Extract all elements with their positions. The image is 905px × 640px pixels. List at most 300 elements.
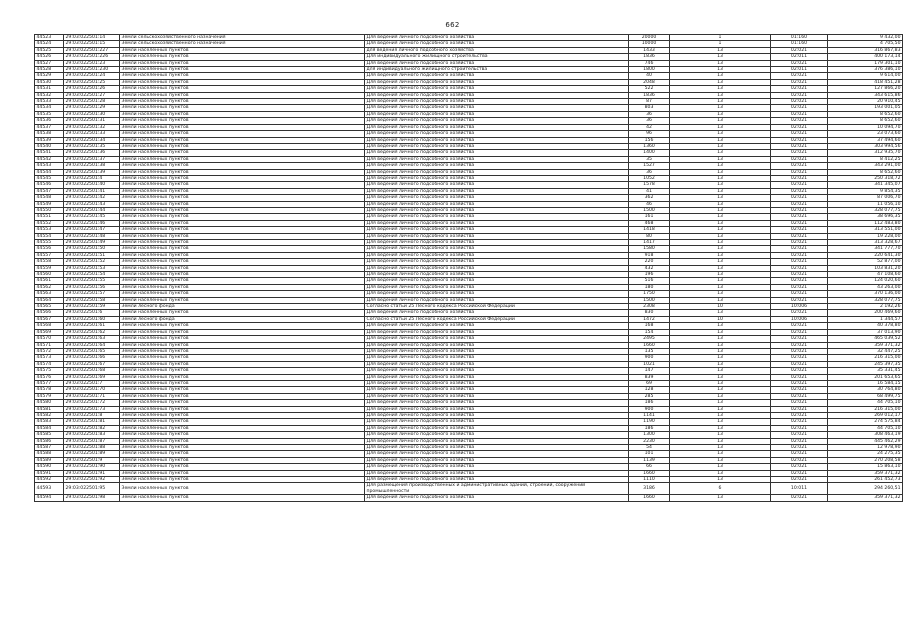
cadastral-number-cell: 29:03:022501:36 [64, 150, 120, 156]
permitted-use-cell: Для ведения личного подсобного хозяйства [365, 374, 629, 380]
area-cell: 1660 [629, 342, 670, 348]
row-number-cell: 44542 [35, 156, 64, 162]
permitted-use-cell: Для ведения личного подсобного хозяйства [365, 291, 629, 297]
row-number-cell: 44533 [35, 99, 64, 105]
cadastral-value-cell: 343 291,00 [828, 163, 903, 169]
cadastral-number-cell: 29:03:022501:25 [64, 79, 120, 85]
use-code-cell: 02:021 [771, 105, 828, 111]
group-number-cell: 13 [670, 336, 771, 342]
row-number-cell: 44541 [35, 150, 64, 156]
row-number-cell: 44560 [35, 272, 64, 278]
use-code-cell: 02:021 [771, 111, 828, 117]
cadastral-value-cell: 370 136,00 [828, 291, 903, 297]
group-number-cell: 13 [670, 272, 771, 278]
group-number-cell: 13 [670, 278, 771, 284]
cadastral-number-cell: 29:03:022501:68 [64, 368, 120, 374]
cadastral-value-cell: 274 575,84 [828, 419, 903, 425]
land-category-cell: Земли населенных пунктов [120, 329, 365, 335]
land-category-cell: Земли лесного фонда [120, 304, 365, 310]
land-category-cell: Земли населенных пунктов [120, 118, 365, 124]
row-number-cell: 44570 [35, 336, 64, 342]
cadastral-number-cell: 29:03:022501:91 [64, 470, 120, 476]
cadastral-value-cell: 312 935,70 [828, 150, 903, 156]
cadastral-value-cell: 9 614,00 [828, 73, 903, 79]
area-cell: 36 [629, 111, 670, 117]
row-number-cell: 44579 [35, 393, 64, 399]
row-number-cell: 44528 [35, 67, 64, 73]
cadastral-number-cell: 29:03:022501:29 [64, 105, 120, 111]
cadastral-value-cell: 445 462,29 [828, 438, 903, 444]
cadastral-value-cell: 8 652,60 [828, 169, 903, 175]
group-number-cell: 13 [670, 310, 771, 316]
use-code-cell: 01:160 [771, 35, 828, 41]
use-code-cell: 02:021 [771, 368, 828, 374]
cadastral-value-cell: 30 764,80 [828, 387, 903, 393]
row-number-cell: 44567 [35, 316, 64, 322]
group-number-cell: 13 [670, 240, 771, 246]
land-category-cell: Земли населенных пунктов [120, 348, 365, 354]
use-code-cell: 02:021 [771, 60, 828, 66]
land-category-cell: Земли населенных пунктов [120, 412, 365, 418]
group-number-cell: 13 [670, 175, 771, 181]
use-code-cell: 02:021 [771, 329, 828, 335]
land-category-cell: Земли населенных пунктов [120, 188, 365, 194]
use-code-cell: 02:021 [771, 86, 828, 92]
cadastral-value-cell: 2 192,26 [828, 304, 903, 310]
group-number-cell: 13 [670, 425, 771, 431]
land-category-cell: Земли населенных пунктов [120, 54, 365, 60]
cadastral-number-cell: 29:03:022501:26 [64, 86, 120, 92]
use-code-cell: 10:006 [771, 316, 828, 322]
group-number-cell: 13 [670, 464, 771, 470]
permitted-use-cell: Согласно статьи 25 Лесного кодекса Российской Федерации [365, 304, 629, 310]
permitted-use-cell: Для ведения личного подсобного хозяйства [365, 470, 629, 476]
area-cell: 54 [629, 445, 670, 451]
area-cell: 168 [629, 323, 670, 329]
land-category-cell: Земли населенных пунктов [120, 374, 365, 380]
cadastral-number-cell: 29:03:022501:59 [64, 304, 120, 310]
use-code-cell: 02:021 [771, 432, 828, 438]
land-category-cell: Земли населенных пунктов [120, 252, 365, 258]
permitted-use-cell: Для ведения личного подсобного хозяйства [365, 169, 629, 175]
use-code-cell: 02:021 [771, 457, 828, 463]
land-category-cell: Земли лесного фонда [120, 316, 365, 322]
use-code-cell: 02:021 [771, 143, 828, 149]
cadastral-number-cell: 29:03:022501:31 [64, 118, 120, 124]
cadastral-value-cell: 15 863,10 [828, 464, 903, 470]
permitted-use-cell: Для ведения личного подсобного хозяйства [365, 105, 629, 111]
permitted-use-cell: Для ведения личного подсобного хозяйства [365, 99, 629, 105]
area-cell: 35 [629, 156, 670, 162]
cadastral-value-cell: 313 551,00 [828, 227, 903, 233]
area-cell: 1110 [629, 477, 670, 483]
cadastral-number-cell: 29:03:022501:227 [64, 47, 120, 53]
cadastral-number-cell: 29:03:022501:65 [64, 348, 120, 354]
cadastral-value-cell: 10 094,70 [828, 124, 903, 130]
group-number-cell: 13 [670, 79, 771, 85]
group-number-cell: 13 [670, 348, 771, 354]
cadastral-number-cell: 29:03:022501:82 [64, 425, 120, 431]
cadastral-number-cell: 29:03:022501:23 [64, 60, 120, 66]
group-number-cell: 13 [670, 393, 771, 399]
group-number-cell: 13 [670, 54, 771, 60]
group-number-cell: 10 [670, 304, 771, 310]
land-category-cell: Земли населенных пунктов [120, 207, 365, 213]
area-cell: 20000 [629, 35, 670, 41]
cadastral-number-cell: 29:03:022501:4 [64, 175, 120, 181]
cadastral-value-cell: 341 345,07 [828, 182, 903, 188]
area-cell: 432 [629, 265, 670, 271]
land-category-cell: Земли населенных пунктов [120, 163, 365, 169]
permitted-use-cell: Для ведения личного подсобного хозяйства [365, 60, 629, 66]
cadastral-number-cell: 29:03:022501:51 [64, 252, 120, 258]
area-cell: 830 [629, 310, 670, 316]
area-cell: 135 [629, 348, 670, 354]
row-number-cell: 44591 [35, 470, 64, 476]
permitted-use-cell: Для ведения личного подсобного хозяйства [365, 310, 629, 316]
cadastral-number-cell: 29:03:022501:55 [64, 278, 120, 284]
area-cell: 69 [629, 380, 670, 386]
use-code-cell: 02:021 [771, 406, 828, 412]
row-number-cell: 44544 [35, 169, 64, 175]
land-register-table [34, 34, 903, 502]
area-cell: 516 [629, 278, 670, 284]
cadastral-number-cell: 29:03:022501:6 [64, 310, 120, 316]
cadastral-value-cell: 308 463,19 [828, 432, 903, 438]
land-category-cell: Земли населенных пунктов [120, 156, 365, 162]
land-category-cell: Земли населенных пунктов [120, 495, 365, 501]
row-number-cell: 44549 [35, 201, 64, 207]
cadastral-value-cell: 200 469,60 [828, 310, 903, 316]
cadastral-value-cell: 250 318,72 [828, 175, 903, 181]
land-category-cell: Земли населенных пунктов [120, 111, 365, 117]
group-number-cell: 13 [670, 143, 771, 149]
row-number-cell: 44577 [35, 380, 64, 386]
land-category-cell: Земли населенных пунктов [120, 124, 365, 130]
permitted-use-cell: Для ведения личного подсобного хозяйства [365, 227, 629, 233]
cadastral-value-cell: 35 331,45 [828, 368, 903, 374]
land-category-cell: Земли населенных пунктов [120, 99, 365, 105]
row-number-cell: 44534 [35, 105, 64, 111]
area-cell: 803 [629, 105, 670, 111]
use-code-cell: 02:021 [771, 124, 828, 130]
area-cell: 154 [629, 329, 670, 335]
land-category-cell: Земли населенных пунктов [120, 272, 365, 278]
cadastral-number-cell: 29:03:022501:27 [64, 92, 120, 98]
land-category-cell: Земли населенных пунктов [120, 220, 365, 226]
land-category-cell: Земли населенных пунктов [120, 143, 365, 149]
row-number-cell: 44572 [35, 348, 64, 354]
permitted-use-cell: Для ведения личного подсобного хозяйства [365, 150, 629, 156]
cadastral-number-cell: 29:03:022501:42 [64, 195, 120, 201]
area-cell: 1836 [629, 92, 670, 98]
group-number-cell: 13 [670, 67, 771, 73]
cadastral-value-cell: 359 371,32 [828, 470, 903, 476]
cadastral-number-cell: 29:03:022501:33 [64, 131, 120, 137]
use-code-cell: 02:021 [771, 355, 828, 361]
land-category-cell: Земли населенных пунктов [120, 483, 365, 495]
use-code-cell: 02:011 [771, 67, 828, 73]
permitted-use-cell: Для ведения личного подсобного хозяйства [365, 323, 629, 329]
permitted-use-cell: Для ведения личного подсобного хозяйства [365, 35, 629, 41]
area-cell: 186 [629, 400, 670, 406]
use-code-cell: 02:021 [771, 47, 828, 53]
cadastral-value-cell: 376 386,10 [828, 67, 903, 73]
permitted-use-cell: Для ведения личного подсобного хозяйства [365, 432, 629, 438]
cadastral-value-cell: 465 039,52 [828, 336, 903, 342]
cadastral-number-cell: 29:03:022501:62 [64, 329, 120, 335]
permitted-use-cell: Для ведения личного подсобного хозяйства [365, 175, 629, 181]
land-category-cell: Земли населенных пунктов [120, 477, 365, 483]
row-number-cell: 44530 [35, 79, 64, 85]
cadastral-value-cell: 52 877,00 [828, 259, 903, 265]
permitted-use-cell: Для ведения личного подсобного хозяйства [365, 419, 629, 425]
land-category-cell: Земли сельскохозяйственного назначения [120, 35, 365, 41]
group-number-cell: 13 [670, 259, 771, 265]
use-code-cell: 02:021 [771, 336, 828, 342]
use-code-cell: 02:021 [771, 182, 828, 188]
area-cell: 1139 [629, 457, 670, 463]
use-code-cell: 02:021 [771, 278, 828, 284]
permitted-use-cell: Для ведения личного подсобного хозяйства [365, 252, 629, 258]
cadastral-number-cell: 29:03:022501:30 [64, 111, 120, 117]
group-number-cell: 13 [670, 92, 771, 98]
row-number-cell: 44568 [35, 323, 64, 329]
land-category-cell: Земли населенных пунктов [120, 169, 365, 175]
cadastral-value-cell: 316 867,83 [828, 47, 903, 53]
cadastral-number-cell: 29:03:022501:43 [64, 201, 120, 207]
cadastral-value-cell: 12 978,90 [828, 445, 903, 451]
cadastral-value-cell: 11 056,10 [828, 201, 903, 207]
cadastral-value-cell: 8 652,60 [828, 118, 903, 124]
cadastral-value-cell: 9 432,00 [828, 35, 903, 41]
permitted-use-cell: Для ведения личного подсобного хозяйства [365, 86, 629, 92]
cadastral-value-cell: 201 653,65 [828, 374, 903, 380]
cadastral-number-cell: 29:03:022501:88 [64, 445, 120, 451]
row-number-cell: 44571 [35, 342, 64, 348]
land-category-cell: Земли населенных пунктов [120, 73, 365, 79]
row-number-cell: 44562 [35, 284, 64, 290]
permitted-use-cell: Для ведения личного подсобного хозяйства [365, 92, 629, 98]
cadastral-number-cell: 29:03:022501:226 [64, 54, 120, 60]
cadastral-value-cell: 112 483,80 [828, 220, 903, 226]
group-number-cell: 10 [670, 316, 771, 322]
row-number-cell: 44586 [35, 438, 64, 444]
permitted-use-cell: Согласно статьи 25 Лесного кодекса Российской Федерации [365, 316, 629, 322]
area-cell: 1360 [629, 143, 670, 149]
cadastral-value-cell: 261 452,73 [828, 477, 903, 483]
use-code-cell: 02:021 [771, 393, 828, 399]
use-code-cell: 02:021 [771, 79, 828, 85]
cadastral-number-cell: 29:03:022501:61 [64, 323, 120, 329]
use-code-cell: 02:021 [771, 220, 828, 226]
cadastral-number-cell: 29:03:022501:9 [64, 457, 120, 463]
area-cell: 1190 [629, 419, 670, 425]
row-number-cell: 44593 [35, 483, 64, 495]
group-number-cell: 13 [670, 105, 771, 111]
land-category-cell: Земли населенных пунктов [120, 336, 365, 342]
use-code-cell: 02:011 [771, 54, 828, 60]
area-cell: 746 [629, 60, 670, 66]
group-number-cell: 13 [670, 86, 771, 92]
group-number-cell: 13 [670, 380, 771, 386]
area-cell: 900 [629, 406, 670, 412]
group-number-cell: 13 [670, 400, 771, 406]
area-cell: 87 [629, 99, 670, 105]
area-cell: 1300 [629, 432, 670, 438]
permitted-use-cell: Для ведения личного подсобного хозяйства [365, 118, 629, 124]
land-category-cell: Земли сельскохозяйственного назначения [120, 41, 365, 47]
use-code-cell: 02:021 [771, 188, 828, 194]
row-number-cell: 44535 [35, 111, 64, 117]
area-cell: 1836 [629, 54, 670, 60]
permitted-use-cell: Для ведения личного подсобного хозяйства [365, 233, 629, 239]
area-cell: 161 [629, 214, 670, 220]
land-category-cell: Земли населенных пунктов [120, 227, 365, 233]
cadastral-number-cell: 29:03:022501:71 [64, 393, 120, 399]
permitted-use-cell: Для ведения личного подсобного хозяйства [365, 278, 629, 284]
cadastral-number-cell: 29:03:022501:58 [64, 297, 120, 303]
cadastral-number-cell: 29:03:022501:28 [64, 99, 120, 105]
cadastral-number-cell: 29:03:022501:95 [64, 483, 120, 495]
use-code-cell: 02:021 [771, 374, 828, 380]
permitted-use-cell: Для ведения личного подсобного хозяйства [365, 41, 629, 47]
use-code-cell: 02:021 [771, 387, 828, 393]
row-number-cell: 44553 [35, 227, 64, 233]
permitted-use-cell: Для ведения личного подсобного хозяйства [365, 143, 629, 149]
land-category-cell: Земли населенных пунктов [120, 284, 365, 290]
group-number-cell: 13 [670, 291, 771, 297]
cadastral-number-cell: 29:03:022501:57 [64, 291, 120, 297]
permitted-use-cell: Для ведения личного подсобного хозяйства [365, 451, 629, 457]
row-number-cell: 44536 [35, 118, 64, 124]
use-code-cell: 02:021 [771, 195, 828, 201]
use-code-cell: 02:021 [771, 240, 828, 246]
row-number-cell: 44594 [35, 495, 64, 501]
area-cell: 918 [629, 252, 670, 258]
permitted-use-cell: для ведения личного подсобного хозяйства [365, 47, 629, 53]
area-cell: 1417 [629, 240, 670, 246]
permitted-use-cell: Для ведения личного подсобного хозяйства [365, 259, 629, 265]
use-code-cell: 02:021 [771, 201, 828, 207]
row-number-cell: 44584 [35, 425, 64, 431]
cadastral-number-cell: 29:03:022501:81 [64, 419, 120, 425]
land-category-cell: Земли населенных пунктов [120, 323, 365, 329]
land-category-cell: Земли населенных пунктов [120, 278, 365, 284]
cadastral-value-cell: 8 412,25 [828, 156, 903, 162]
row-number-cell: 44548 [35, 195, 64, 201]
permitted-use-cell: Для ведения личного подсобного хозяйства [365, 348, 629, 354]
use-code-cell: 02:021 [771, 419, 828, 425]
row-number-cell: 44566 [35, 310, 64, 316]
permitted-use-cell: Для ведения личного подсобного хозяйства [365, 400, 629, 406]
area-cell: 1052 [629, 175, 670, 181]
use-code-cell: 02:021 [771, 227, 828, 233]
area-cell: 1750 [629, 291, 670, 297]
area-cell: 468 [629, 220, 670, 226]
cadastral-number-cell: 29:03:022501:83 [64, 432, 120, 438]
land-category-cell: Земли населенных пунктов [120, 425, 365, 431]
permitted-use-cell: Для ведения личного подсобного хозяйства [365, 412, 629, 418]
land-category-cell: Земли населенных пунктов [120, 451, 365, 457]
use-code-cell: 02:021 [771, 137, 828, 143]
group-number-cell: 13 [670, 355, 771, 361]
land-category-cell: Земли населенных пунктов [120, 233, 365, 239]
permitted-use-cell: Для ведения личного подсобного хозяйства [365, 438, 629, 444]
cadastral-number-cell: 29:03:022501:8 [64, 412, 120, 418]
permitted-use-cell: Для ведения личного подсобного хозяйства [365, 124, 629, 130]
area-cell: 10000 [629, 41, 670, 47]
use-code-cell: 02:021 [771, 252, 828, 258]
area-cell: 1141 [629, 412, 670, 418]
use-code-cell: 02:021 [771, 150, 828, 156]
row-number-cell: 44527 [35, 60, 64, 66]
use-code-cell: 02:021 [771, 175, 828, 181]
permitted-use-cell: Для ведения личного подсобного хозяйства [365, 336, 629, 342]
land-category-cell: Земли населенных пунктов [120, 86, 365, 92]
group-number-cell: 13 [670, 156, 771, 162]
permitted-use-cell: Для ведения личного подсобного хозяйства [365, 284, 629, 290]
use-code-cell: 02:021 [771, 412, 828, 418]
area-cell: 42 [629, 124, 670, 130]
cadastral-number-cell: 29:03:022501:32 [64, 124, 120, 130]
group-number-cell: 13 [670, 47, 771, 53]
permitted-use-cell: Для ведения личного подсобного хозяйства [365, 214, 629, 220]
land-category-cell: Земли населенных пунктов [120, 406, 365, 412]
cadastral-value-cell: 216 315,00 [828, 406, 903, 412]
cadastral-number-cell: 29:03:022501:14 [64, 35, 120, 41]
group-number-cell: 13 [670, 195, 771, 201]
use-code-cell: 02:021 [771, 495, 828, 501]
land-category-cell: Земли населенных пунктов [120, 246, 365, 252]
area-cell: 40 [629, 73, 670, 79]
row-number-cell: 44582 [35, 412, 64, 418]
permitted-use-cell: Для ведения личного подсобного хозяйства [365, 220, 629, 226]
cadastral-value-cell: 313 328,67 [828, 240, 903, 246]
land-category-cell: Земли населенных пунктов [120, 79, 365, 85]
use-code-cell: 02:021 [771, 284, 828, 290]
use-code-cell: 02:021 [771, 246, 828, 252]
group-number-cell: 13 [670, 412, 771, 418]
permitted-use-cell: Для ведения личного подсобного хозяйства [365, 368, 629, 374]
land-category-cell: Земли населенных пунктов [120, 310, 365, 316]
land-category-cell: Земли населенных пунктов [120, 67, 365, 73]
area-cell: 128 [629, 387, 670, 393]
area-cell: 1472 [629, 316, 670, 322]
cadastral-number-cell: 29:03:022501:69 [64, 374, 120, 380]
permitted-use-cell: Для ведения личного подсобного хозяйства [365, 393, 629, 399]
row-number-cell: 44524 [35, 41, 64, 47]
row-number-cell: 44556 [35, 246, 64, 252]
cadastral-number-cell: 29:03:022501:89 [64, 451, 120, 457]
land-category-cell: Земли населенных пунктов [120, 182, 365, 188]
cadastral-value-cell: 245 397,35 [828, 361, 903, 367]
group-number-cell: 13 [670, 457, 771, 463]
group-number-cell: 13 [670, 207, 771, 213]
use-code-cell: 02:021 [771, 400, 828, 406]
cadastral-number-cell: 29:03:022501:90 [64, 464, 120, 470]
cadastral-value-cell: 294 260,51 [828, 483, 903, 495]
group-number-cell: 13 [670, 342, 771, 348]
permitted-use-cell: Для ведения личного подсобного хозяйства [365, 137, 629, 143]
permitted-use-cell: Для ведения личного подсобного хозяйства [365, 182, 629, 188]
row-number-cell: 44554 [35, 233, 64, 239]
area-cell: 220 [629, 259, 670, 265]
permitted-use-cell: Для ведения личного подсобного хозяйства [365, 445, 629, 451]
cadastral-number-cell: 29:03:022501:24 [64, 73, 120, 79]
use-code-cell: 02:021 [771, 259, 828, 265]
row-number-cell: 44540 [35, 143, 64, 149]
